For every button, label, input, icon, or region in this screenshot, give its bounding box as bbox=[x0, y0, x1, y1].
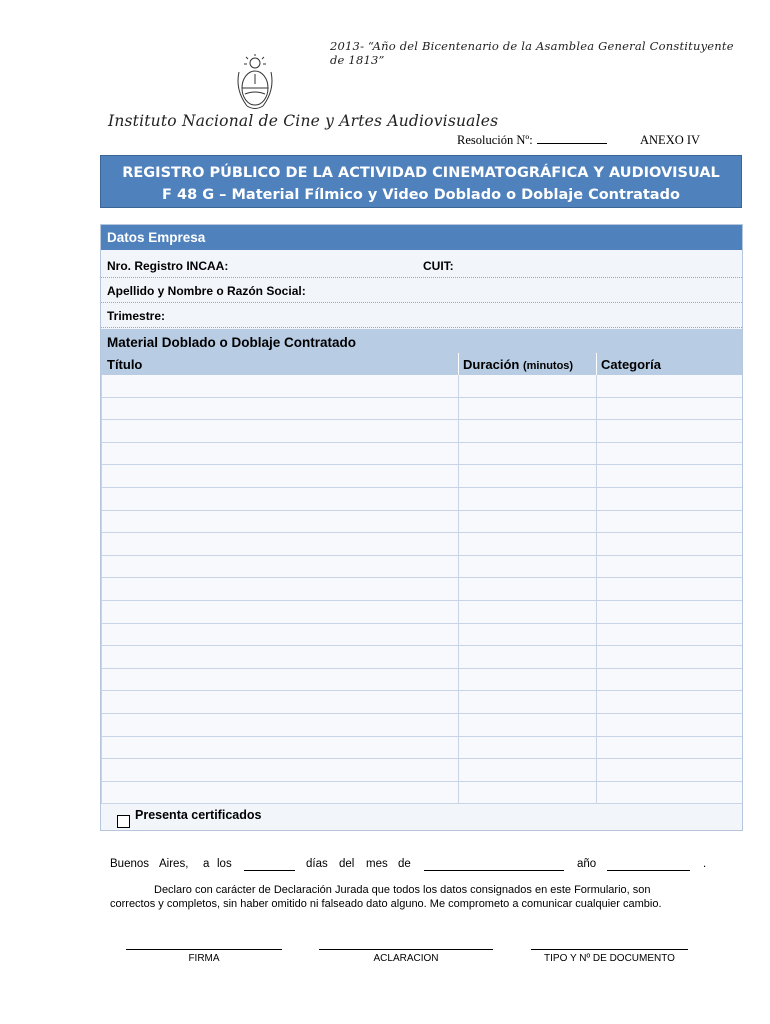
year-blank[interactable] bbox=[607, 870, 690, 871]
form-subtitle: F 48 G – Material Fílmico y Video Doblado o Doblaje Contratado bbox=[162, 187, 680, 203]
table-row bbox=[101, 646, 742, 669]
table-row bbox=[101, 511, 742, 534]
duracion-cell[interactable] bbox=[458, 398, 597, 420]
table-row bbox=[101, 782, 742, 805]
duracion-cell[interactable] bbox=[458, 420, 597, 442]
table-row bbox=[101, 714, 742, 737]
duracion-cell[interactable] bbox=[458, 782, 597, 804]
declaracion-line-1: Declaro con carácter de Declaración Jurada que todos los datos consignados en este Formulario, son bbox=[154, 884, 651, 896]
date-word-aires: Aires, bbox=[159, 858, 189, 870]
date-word-los: los bbox=[217, 858, 232, 870]
aclaracion-line[interactable] bbox=[319, 949, 493, 950]
firma-line[interactable] bbox=[126, 949, 282, 950]
national-coat-of-arms-icon bbox=[233, 54, 277, 112]
categoria-cell[interactable] bbox=[596, 624, 743, 646]
categoria-cell[interactable] bbox=[596, 714, 743, 736]
titulo-cell[interactable] bbox=[101, 691, 459, 713]
table-row bbox=[101, 375, 742, 398]
categoria-cell[interactable] bbox=[596, 488, 743, 510]
duracion-cell[interactable] bbox=[458, 511, 597, 533]
table-row bbox=[101, 488, 742, 511]
form-body bbox=[100, 224, 743, 831]
duracion-cell[interactable] bbox=[458, 669, 597, 691]
duracion-cell[interactable] bbox=[458, 578, 597, 600]
certificados-checkbox[interactable] bbox=[117, 815, 130, 828]
duracion-cell[interactable] bbox=[458, 714, 597, 736]
resolucion-label: Resolución Nº: bbox=[457, 133, 533, 147]
categoria-cell[interactable] bbox=[596, 533, 743, 555]
titulo-cell[interactable] bbox=[101, 601, 459, 623]
institute-name: Instituto Nacional de Cine y Artes Audiovisuales bbox=[108, 112, 499, 130]
table-row bbox=[101, 533, 742, 556]
year-motto: 2013- “Año del Bicentenario de la Asamblea General Constituyente de 1813” bbox=[330, 39, 734, 67]
datos-empresa-heading: Datos Empresa bbox=[101, 225, 742, 250]
certificados-label: Presenta certificados bbox=[135, 808, 262, 822]
titulo-cell[interactable] bbox=[101, 511, 459, 533]
categoria-cell[interactable] bbox=[596, 578, 743, 600]
date-word-buenos: Buenos bbox=[110, 858, 150, 870]
titulo-cell[interactable] bbox=[101, 398, 459, 420]
anexo-label: ANEXO IV bbox=[640, 133, 701, 147]
table-row bbox=[101, 737, 742, 760]
date-word-anio: año bbox=[577, 858, 597, 870]
table-row bbox=[101, 624, 742, 647]
categoria-cell[interactable] bbox=[596, 737, 743, 759]
categoria-cell[interactable] bbox=[596, 646, 743, 668]
titulo-cell[interactable] bbox=[101, 669, 459, 691]
col-duracion-unit: (minutos) bbox=[522, 360, 574, 372]
duracion-cell[interactable] bbox=[458, 646, 597, 668]
categoria-cell[interactable] bbox=[596, 669, 743, 691]
categoria-cell[interactable] bbox=[596, 601, 743, 623]
table-row bbox=[101, 669, 742, 692]
duracion-cell[interactable] bbox=[458, 488, 597, 510]
documento-line[interactable] bbox=[531, 949, 688, 950]
duracion-cell[interactable] bbox=[458, 601, 597, 623]
date-word-de: de bbox=[398, 858, 411, 870]
table-row bbox=[101, 443, 742, 466]
titulo-cell[interactable] bbox=[101, 759, 459, 781]
titulo-cell[interactable] bbox=[101, 375, 459, 397]
duracion-cell[interactable] bbox=[458, 624, 597, 646]
table-row bbox=[101, 556, 742, 579]
certificados-row[interactable] bbox=[101, 802, 742, 830]
form-title: REGISTRO PÚBLICO DE LA ACTIVIDAD CINEMATOGRÁFICA Y AUDIOVISUAL bbox=[122, 165, 720, 181]
material-section-header bbox=[101, 329, 742, 375]
form-title-banner bbox=[100, 155, 742, 208]
material-table-body bbox=[101, 375, 742, 804]
col-duracion bbox=[463, 357, 573, 372]
resolucion-blank[interactable] bbox=[537, 133, 607, 144]
categoria-cell[interactable] bbox=[596, 511, 743, 533]
col-duracion-label: Duración bbox=[463, 357, 520, 372]
declaracion-line-2: correctos y completos, sin haber omitido ni falseado dato alguno. Me comprometo a comunicar cualquier cambio. bbox=[110, 898, 662, 910]
table-row bbox=[101, 398, 742, 421]
titulo-cell[interactable] bbox=[101, 646, 459, 668]
date-word-a: a bbox=[203, 858, 210, 870]
titulo-cell[interactable] bbox=[101, 488, 459, 510]
firma-label: FIRMA bbox=[188, 953, 220, 964]
categoria-cell[interactable] bbox=[596, 759, 743, 781]
duracion-cell[interactable] bbox=[458, 443, 597, 465]
day-blank[interactable] bbox=[244, 870, 295, 871]
duracion-cell[interactable] bbox=[458, 737, 597, 759]
titulo-cell[interactable] bbox=[101, 465, 459, 487]
material-heading: Material Doblado o Doblaje Contratado bbox=[107, 335, 357, 350]
titulo-cell[interactable] bbox=[101, 578, 459, 600]
titulo-cell[interactable] bbox=[101, 782, 459, 804]
categoria-cell[interactable] bbox=[596, 398, 743, 420]
month-blank[interactable] bbox=[424, 870, 564, 871]
categoria-cell[interactable] bbox=[596, 691, 743, 713]
trimestre-row[interactable] bbox=[101, 304, 742, 328]
titulo-cell[interactable] bbox=[101, 737, 459, 759]
col-titulo: Título bbox=[107, 357, 143, 372]
registro-cuit-row[interactable] bbox=[101, 254, 742, 278]
table-row bbox=[101, 420, 742, 443]
categoria-cell[interactable] bbox=[596, 375, 743, 397]
apellido-label: Apellido y Nombre o Razón Social: bbox=[107, 284, 306, 298]
resolucion-field[interactable] bbox=[457, 133, 607, 148]
categoria-cell[interactable] bbox=[596, 443, 743, 465]
table-row bbox=[101, 759, 742, 782]
table-row bbox=[101, 691, 742, 714]
duracion-cell[interactable] bbox=[458, 375, 597, 397]
cuit-label: CUIT: bbox=[423, 259, 454, 273]
date-end-dot: . bbox=[703, 858, 707, 870]
date-word-del: del bbox=[339, 858, 355, 870]
titulo-cell[interactable] bbox=[101, 714, 459, 736]
duracion-cell[interactable] bbox=[458, 556, 597, 578]
duracion-cell[interactable] bbox=[458, 691, 597, 713]
categoria-cell[interactable] bbox=[596, 782, 743, 804]
table-row bbox=[101, 465, 742, 488]
documento-label: TIPO Y Nº DE DOCUMENTO bbox=[544, 953, 675, 964]
titulo-cell[interactable] bbox=[101, 443, 459, 465]
nro-registro-label: Nro. Registro INCAA: bbox=[107, 259, 229, 273]
categoria-cell[interactable] bbox=[596, 420, 743, 442]
titulo-cell[interactable] bbox=[101, 556, 459, 578]
table-row bbox=[101, 578, 742, 601]
date-word-dias: días bbox=[306, 858, 328, 870]
razon-social-row[interactable] bbox=[101, 279, 742, 303]
aclaracion-label: ACLARACION bbox=[373, 953, 439, 964]
col-categoria: Categoría bbox=[601, 357, 661, 372]
duracion-cell[interactable] bbox=[458, 533, 597, 555]
declaracion-jurada bbox=[110, 883, 710, 911]
categoria-cell[interactable] bbox=[596, 556, 743, 578]
date-word-mes: mes bbox=[366, 858, 388, 870]
categoria-cell[interactable] bbox=[596, 465, 743, 487]
duracion-cell[interactable] bbox=[458, 759, 597, 781]
titulo-cell[interactable] bbox=[101, 420, 459, 442]
table-row bbox=[101, 601, 742, 624]
duracion-cell[interactable] bbox=[458, 465, 597, 487]
titulo-cell[interactable] bbox=[101, 533, 459, 555]
trimestre-label: Trimestre: bbox=[107, 309, 166, 323]
titulo-cell[interactable] bbox=[101, 624, 459, 646]
